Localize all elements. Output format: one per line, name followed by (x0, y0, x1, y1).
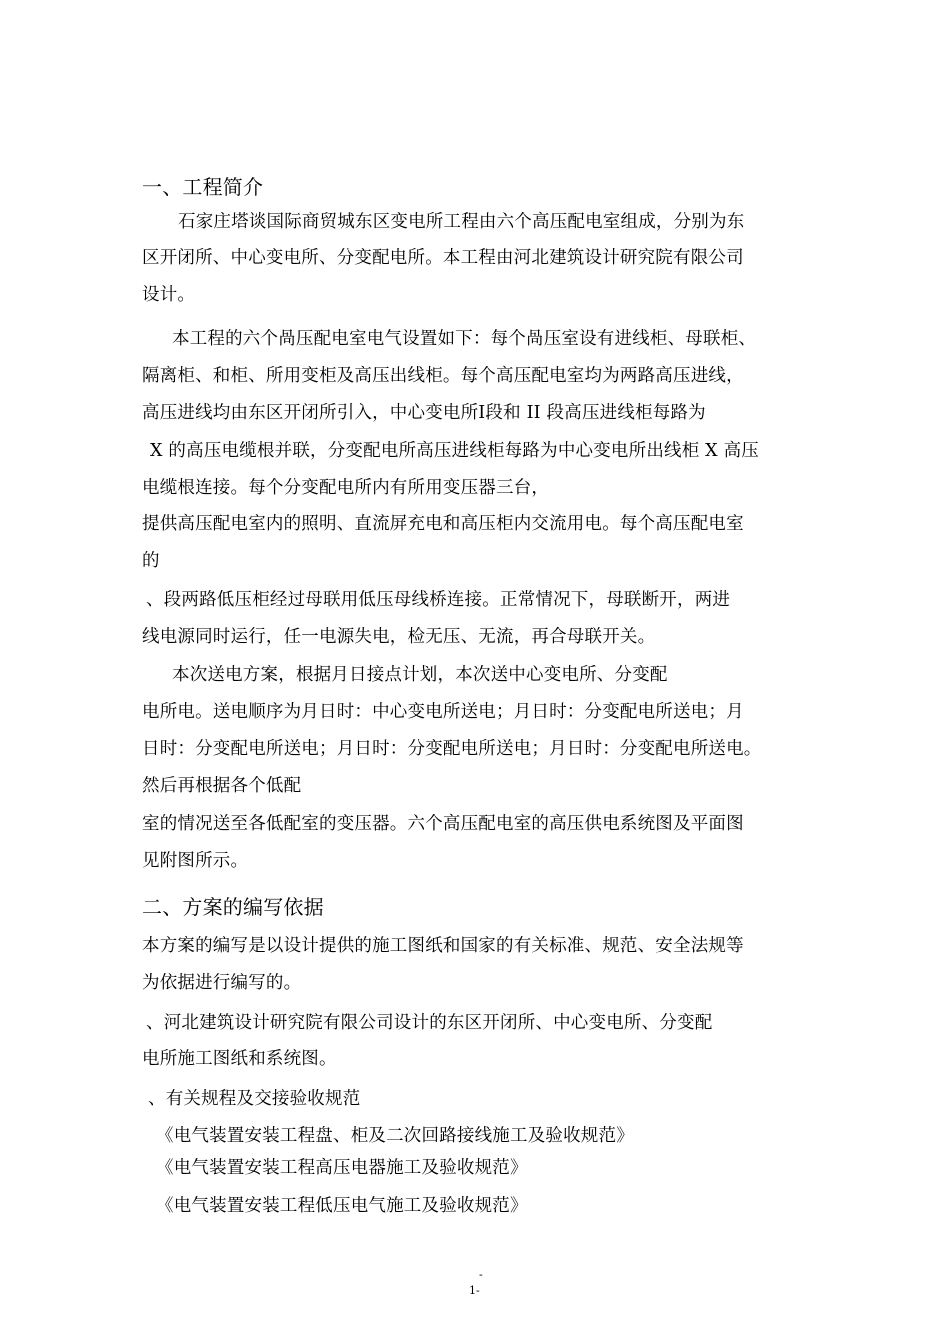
paragraph-line: 石家庄塔谈国际商贸城东区变电所工程由六个高压配电室组成，分别为东 (178, 212, 745, 232)
paragraph-line: 为依据进行编写的。 (142, 973, 302, 993)
paragraph-line: 然后再根据各个低配 (142, 776, 302, 796)
paragraph-line: 本工程的六个咼压配电室电气设置如下：每个咼压室设有进线柜、母联柜、 (172, 329, 757, 349)
paragraph-line: 、有关规程及交接验收规范 (148, 1089, 361, 1109)
standard-reference: 《电气装置安装工程低压电气施工及验收规范》 (156, 1196, 528, 1216)
paragraph-line: 隔离柜、和柜、所用变柜及高压出线柜。每个高压配电室均为两路高压进线， (142, 366, 744, 386)
standard-reference: 《电气装置安装工程高压电器施工及验收规范》 (156, 1158, 528, 1178)
paragraph-line: 区开闭所、中心变电所、分变配电所。本工程由河北建筑设计研究院有限公司 (142, 248, 744, 268)
paragraph-line: 本次送电方案，根据月日接点计划，本次送中心变电所、分变配 (172, 665, 668, 685)
paragraph-line: X 的高压电缆根并联，分变配电所高压进线柜每路为中心变电所出线柜 X 高压 (150, 441, 760, 461)
paragraph-line: 本方案的编写是以设计提供的施工图纸和国家的有关标准、规范、安全法规等 (142, 936, 744, 956)
page-number: 1- (469, 1284, 480, 1297)
footer-dash: - (479, 1268, 483, 1281)
paragraph-line: 、河北建筑设计研究院有限公司设计的东区开闭所、中心变电所、分变配 (146, 1013, 713, 1033)
paragraph-line: 见附图所示。 (142, 851, 249, 871)
paragraph-line: 高压进线均由东区开闭所引入，中心变电所Ⅰ段和 II 段高压进线柜每路为 (142, 403, 706, 423)
paragraph-line: 提供高压配电室内的照明、直流屏充电和高压柜内交流用电。每个高压配电室 (142, 514, 744, 534)
paragraph-line: 线电源同时运行，任一电源失电，检无压、无流，再合母联开关。 (142, 627, 656, 647)
paragraph-line: 日时：分变配电所送电；月日时：分变配电所送电；月日时：分变配电所送电。 (142, 739, 762, 759)
section-heading-basis: 二、方案的编写依据 (142, 895, 324, 919)
paragraph-line: 电缆根连接。每个分变配电所内有所用变压器三台， (142, 478, 550, 498)
paragraph-line: 电所电。送电顺序为月日时：中心变电所送电；月日时：分变配电所送电；月 (142, 702, 744, 722)
section-heading-project-intro: 一、工程简介 (142, 175, 264, 199)
standard-reference: 《电气装置安装工程盘、柜及二次回路接线施工及验收规范》 (156, 1126, 634, 1146)
paragraph-line: 、段两路低压柜经过母联用低压母线桥连接。正常情况下，母联断开，两进 (146, 590, 731, 610)
paragraph-line: 室的情况送至各低配室的变压器。六个高压配电室的高压供电系统图及平面图 (142, 814, 744, 834)
paragraph-line: 设计。 (142, 285, 196, 305)
paragraph-line: 的 (142, 551, 160, 571)
paragraph-line: 电所施工图纸和系统图。 (142, 1049, 337, 1069)
